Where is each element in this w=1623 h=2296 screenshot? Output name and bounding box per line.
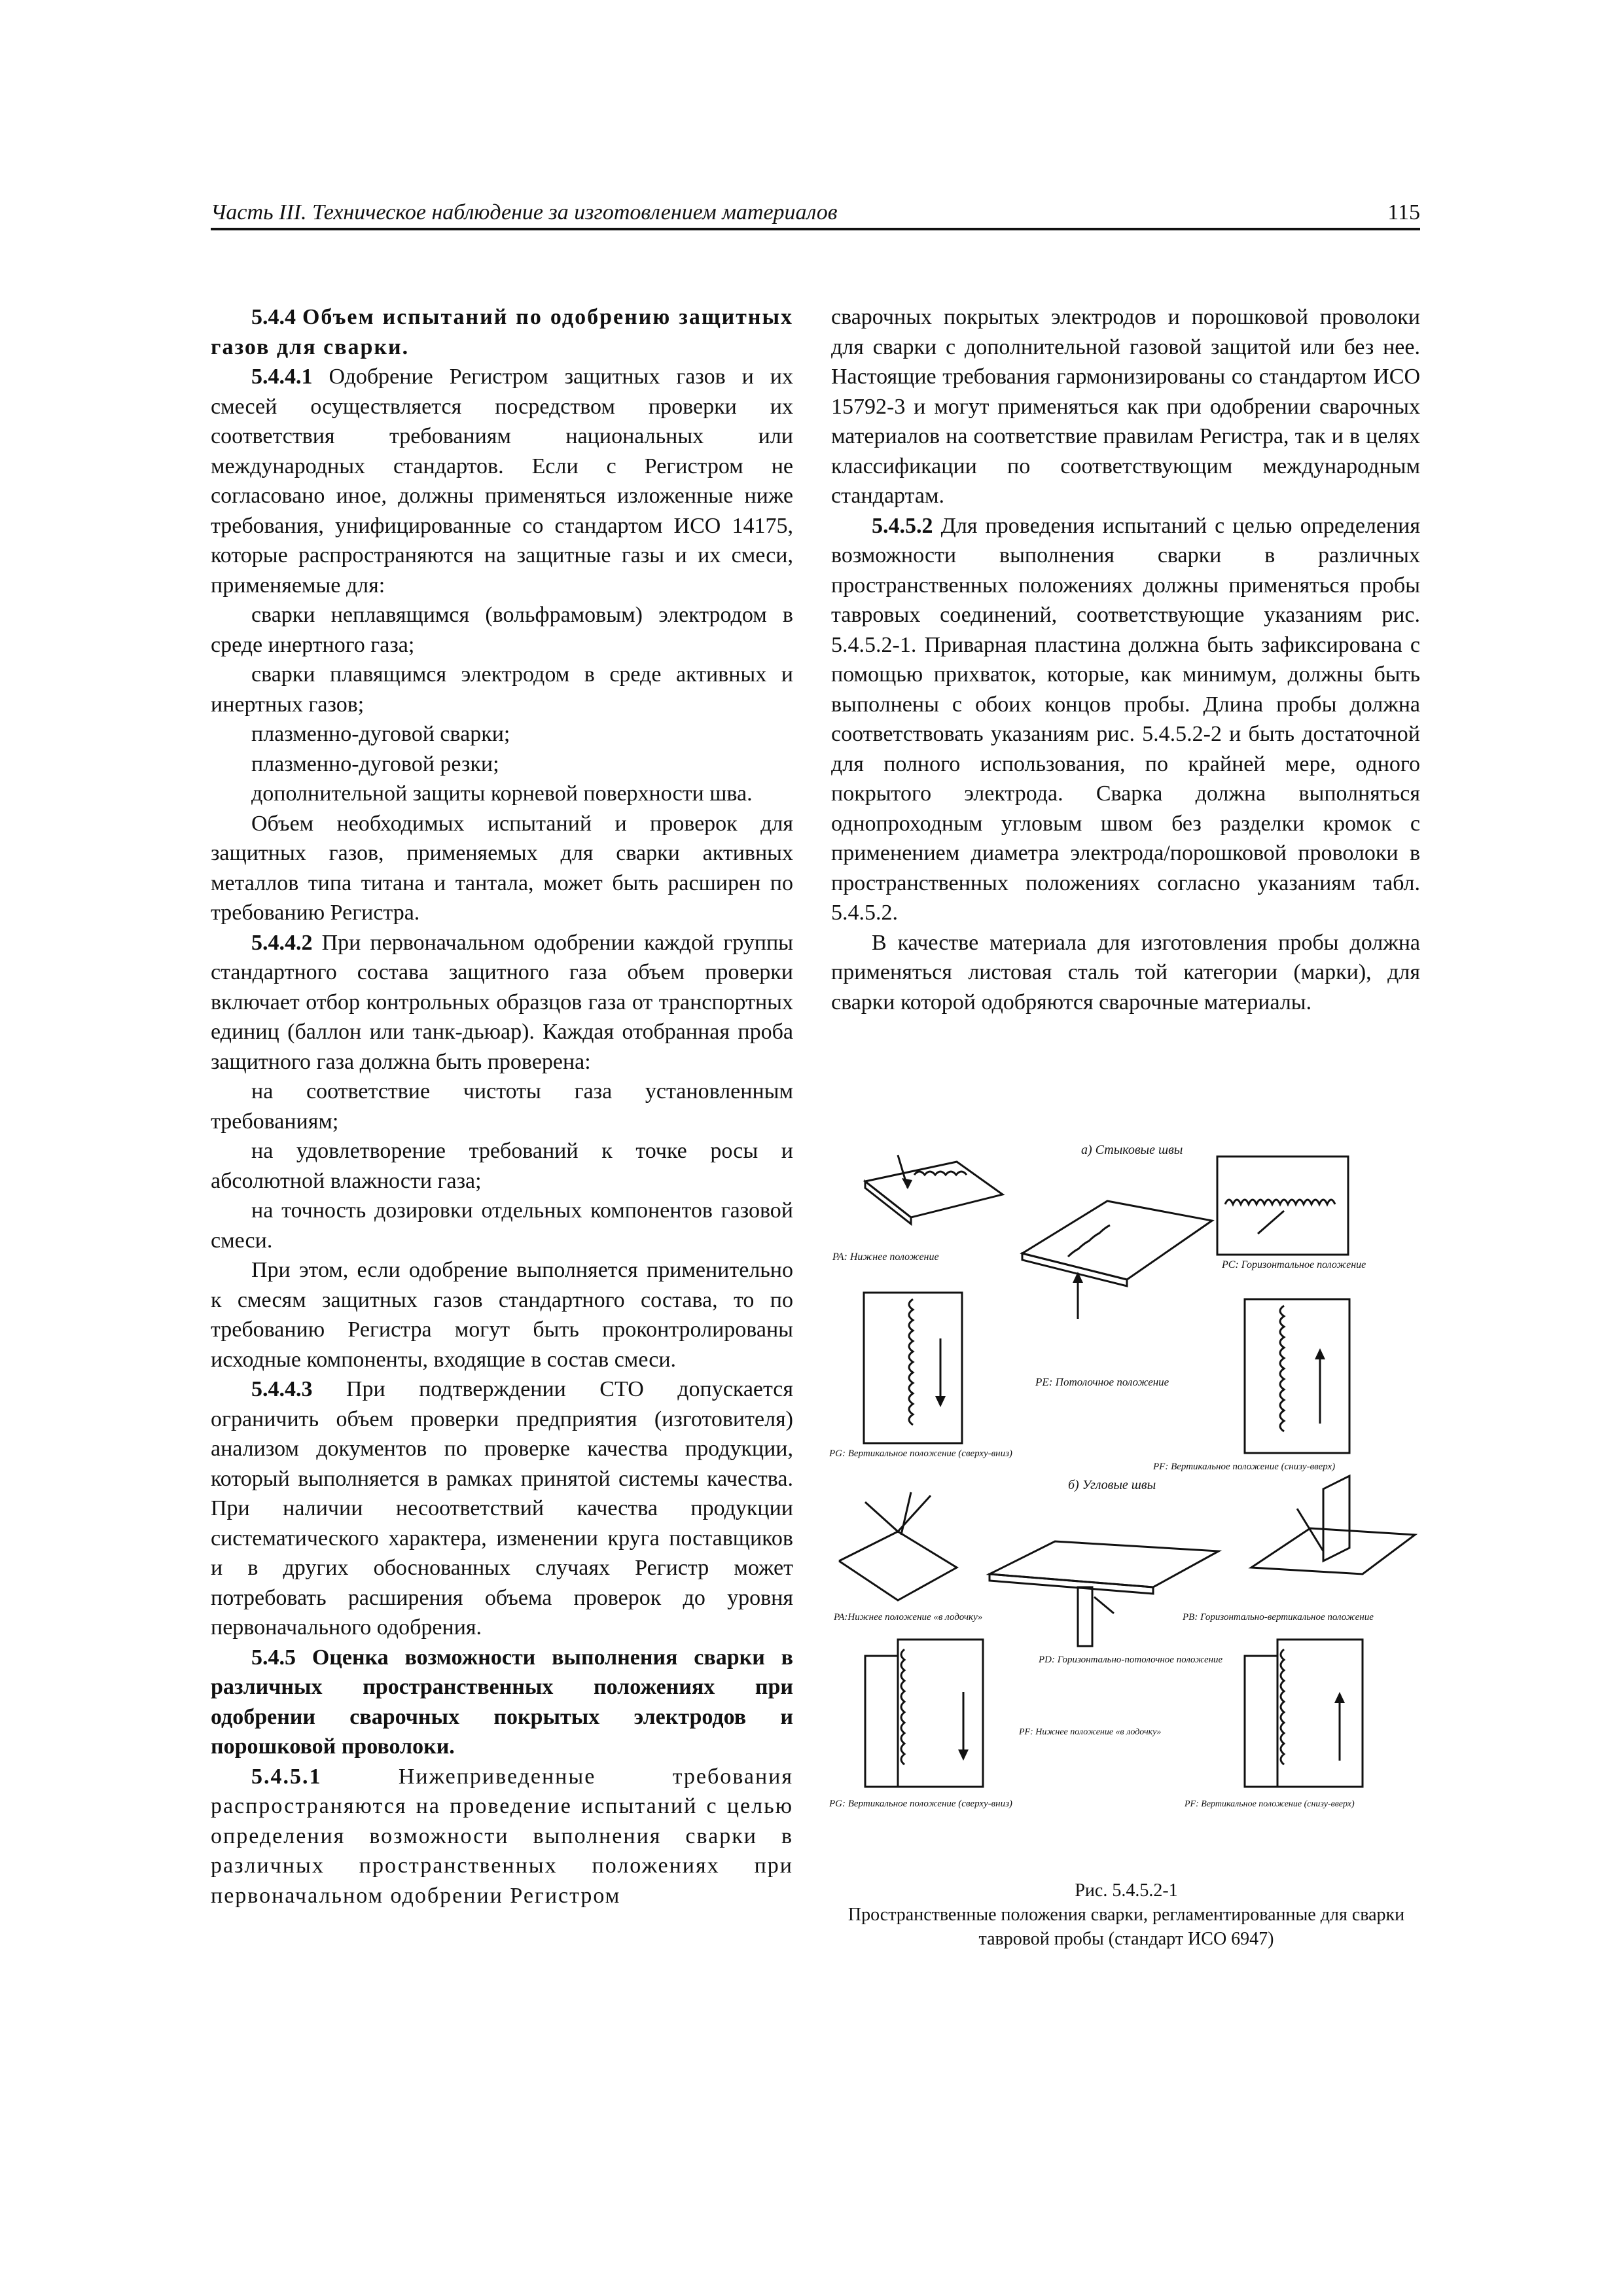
section-num: 5.4.4 — [251, 305, 296, 329]
list-item: плазменно-дуговой резки; — [251, 751, 499, 776]
pd-fillet-top — [990, 1541, 1219, 1587]
caption-text: Пространственные положения сварки, регламентированные для сварки тавровой пробы (стандарт ИСО 6947) — [847, 1905, 1405, 1949]
label-pd-fillet: PD: Горизонтально-потолочное положение — [1039, 1655, 1223, 1665]
clause-num: 5.4.4.1 — [251, 365, 313, 389]
list-item: плазменно-дуговой сварки; — [251, 722, 510, 746]
pa-fillet-base — [839, 1532, 957, 1600]
clause-num: 5.4.5.1 — [251, 1764, 322, 1789]
label-pa-fillet: PA:Нижнее положение «в лодочку» — [834, 1612, 983, 1623]
paragraph-continued: сварочных покрытых электродов и порошковой проволоки для сварки с дополнительной газовой защитой или без нее. Настоящие требования гармонизированы со стандартом ИСО 15792-3 и могут применяться как при одобрении сварочных материалов на соответствие правилам Регистра, так и в целях классификации по соответствующим международным стандартам. — [831, 305, 1420, 508]
pf-fillet-left-plate — [1245, 1656, 1277, 1787]
figure-caption — [826, 1878, 1427, 1951]
section-5-4-4-1 — [211, 362, 793, 600]
pd-fillet-side — [990, 1574, 1153, 1594]
figure-drawing — [826, 1142, 1427, 1849]
pd-fillet-arrow — [1094, 1597, 1114, 1613]
pb-fillet-base — [1251, 1528, 1415, 1574]
pb-fillet-arrow — [1297, 1509, 1323, 1551]
pg-butt-weld — [909, 1299, 913, 1425]
pf-fillet-arrowhead — [1334, 1692, 1345, 1703]
figure-welding-positions — [826, 1142, 1427, 1849]
pa-butt-plate-side — [865, 1181, 911, 1224]
list-item: на соответствие чистоты газа установленным требованиям; — [211, 1079, 793, 1134]
label-section-b: б) Угловые швы — [1068, 1478, 1156, 1492]
pf-fillet-right-plate — [1277, 1640, 1363, 1787]
pb-fillet-web — [1323, 1476, 1349, 1561]
pf-butt-plate — [1245, 1299, 1349, 1453]
list-item: сварки неплавящимся (вольфрамовым) электродом в среде инертного газа; — [211, 603, 793, 657]
clause-num: 5.4.4.2 — [251, 930, 313, 955]
pa-fillet-arrow — [901, 1492, 911, 1535]
section-title: Объем испытаний по одобрению защитных газов для сварки. — [211, 305, 794, 359]
label-pa-butt: PA: Нижнее положение — [832, 1251, 939, 1263]
section-5-4-4-2 — [211, 928, 793, 1077]
pg-fillet-weld — [901, 1649, 904, 1765]
pc-butt-plate — [1217, 1157, 1348, 1255]
label-pe-butt: PE: Потолочное положение — [1035, 1376, 1169, 1388]
pa-butt-arrowhead — [902, 1178, 912, 1189]
paragraph: При этом, если одобрение выполняется применительно к смесям защитных газов стандартного состава, то по требованию Регистра могут быть проконтролированы исходные компоненты, входящие в состав смеси. — [211, 1258, 793, 1372]
pa-butt-plate-top — [865, 1162, 1003, 1217]
clause-num: 5.4.4.3 — [251, 1377, 313, 1401]
label-pc-butt: PC: Горизонтальное положение — [1222, 1259, 1366, 1270]
list-item: на точность дозировки отдельных компонентов газовой смеси. — [211, 1198, 793, 1253]
clause-text: При подтверждении СТО допускается ограничить объем проверки предприятия (изготовителя) анализом документов по проверке качества продукции, который выполняется в рамках принятой системы качества. При наличии несоответствий качества продукции систематического характера, изменении круга поставщиков и в других обоснованных случаях Регистр может потребовать расширения объема проверок до уровня первоначального одобрения. — [211, 1377, 794, 1640]
right-column — [831, 302, 1420, 1017]
header-rule — [211, 228, 1420, 230]
clause-text: Одобрение Регистром защитных газов и их смесей осуществляется посредством проверки их соответствия требованиям национальных или международных стандартов. Если с Регистром не согласовано иное, должны применяться изложенные ниже требования, унифицированные со стандартом ИСО 14175, которые распространяются на защитные газы и их смеси, применяемые для: — [211, 365, 793, 598]
section-5-4-5-1 — [211, 1762, 793, 1911]
section-5-4-4-3 — [211, 1374, 793, 1643]
label-pf-boat: PF: Нижнее положение «в лодочку» — [1019, 1727, 1162, 1737]
list-item: на удовлетворение требований к точке росы и абсолютной влажности газа; — [211, 1139, 793, 1193]
clause-text: Для проведения испытаний с целью определения возможности выполнения сварки в различных пространственных положениях должны применяться пробы тавровых соединений, соответствующие указаниям рис. 5.4.5.2-1. Приварная пластина должна быть зафиксирована с помощью прихваток, которые, как минимум, должны быть выполнены с обоих концов пробы. Длина пробы должна соответствовать указаниям рис. 5.4.5.2-2 и быть достаточной для полного использования, по крайней мере, одного покрытого электрода. Сварка должна выполняться однопроходным угловым швом без разделки кромок с применением диаметра электрода/порошковой проволоки в пространственных положениях согласно указаниям табл. 5.4.5.2. — [831, 513, 1420, 925]
paragraph: В качестве материала для изготовления пробы должна применяться листовая сталь той категории (марки), для сварки которой одобряются сварочные материалы. — [831, 930, 1420, 1014]
pf-butt-arrowhead — [1315, 1348, 1325, 1359]
list-item: дополнительной защиты корневой поверхности шва. — [251, 781, 753, 806]
pg-butt-arrowhead — [935, 1396, 946, 1407]
pg-fillet-left-plate — [865, 1656, 898, 1787]
pg-fillet-right-plate — [898, 1640, 983, 1787]
section-5-4-5-heading: 5.4.5 Оценка возможности выполнения сварки в различных пространственных положениях при одобрении сварочных покрытых электродов и порошковой проволоки. — [211, 1645, 793, 1759]
section-5-4-4-heading — [211, 302, 793, 362]
list-item: сварки плавящимся электродом в среде активных и инертных газов; — [211, 662, 793, 717]
caption-number: Рис. 5.4.5.2-1 — [1075, 1880, 1178, 1901]
pc-butt-arrow — [1258, 1211, 1284, 1234]
label-section-a: а) Стыковые швы — [1081, 1143, 1183, 1157]
pa-butt-weld — [914, 1172, 967, 1175]
section-5-4-5-2 — [831, 511, 1420, 928]
paragraph: Объем необходимых испытаний и проверок для защитных газов, применяемых для сварки активных металлов типа титана и тантала, может быть расширен по требованию Регистра. — [211, 811, 793, 925]
label-pg-fillet: PG: Вертикальное положение (сверху-вниз) — [829, 1799, 1012, 1809]
label-pf-fillet: PF: Вертикальное положение (снизу-вверх) — [1185, 1799, 1355, 1809]
pa-fillet-web — [865, 1496, 931, 1532]
pf-butt-weld — [1280, 1306, 1284, 1431]
label-pg-butt: PG: Вертикальное положение (сверху-вниз) — [829, 1448, 1012, 1459]
label-pb-fillet: PB: Горизонтально-вертикальное положение — [1183, 1612, 1374, 1623]
header-title: Часть III. Техническое наблюдение за изготовлением материалов — [211, 200, 838, 224]
running-header — [211, 194, 1420, 230]
pe-butt-weld — [1068, 1225, 1110, 1257]
pc-butt-weld — [1225, 1200, 1335, 1204]
pg-butt-plate — [864, 1293, 962, 1443]
page-number: 115 — [1387, 200, 1420, 224]
left-column — [211, 302, 793, 1910]
label-pf-butt: PF: Вертикальное положение (снизу-вверх) — [1153, 1462, 1336, 1472]
clause-text: При первоначальном одобрении каждой группы стандартного состава защитного газа объем проверки включает отбор контрольных образцов газа от транспортных единиц (баллон или танк-дьюар). Каждая отобранная проба защитного газа должна быть проверена: — [211, 930, 794, 1074]
clause-num: 5.4.5.2 — [872, 513, 933, 538]
pd-fillet-web — [1078, 1587, 1092, 1646]
pg-fillet-arrowhead — [958, 1749, 969, 1761]
pf-fillet-weld — [1281, 1649, 1284, 1765]
clause-text: Нижеприведенные требования распространяются на проведение испытаний с целью определения возможности выполнения сварки в различных пространственных положениях при первоначальном одобрении Регистром — [211, 1764, 793, 1908]
